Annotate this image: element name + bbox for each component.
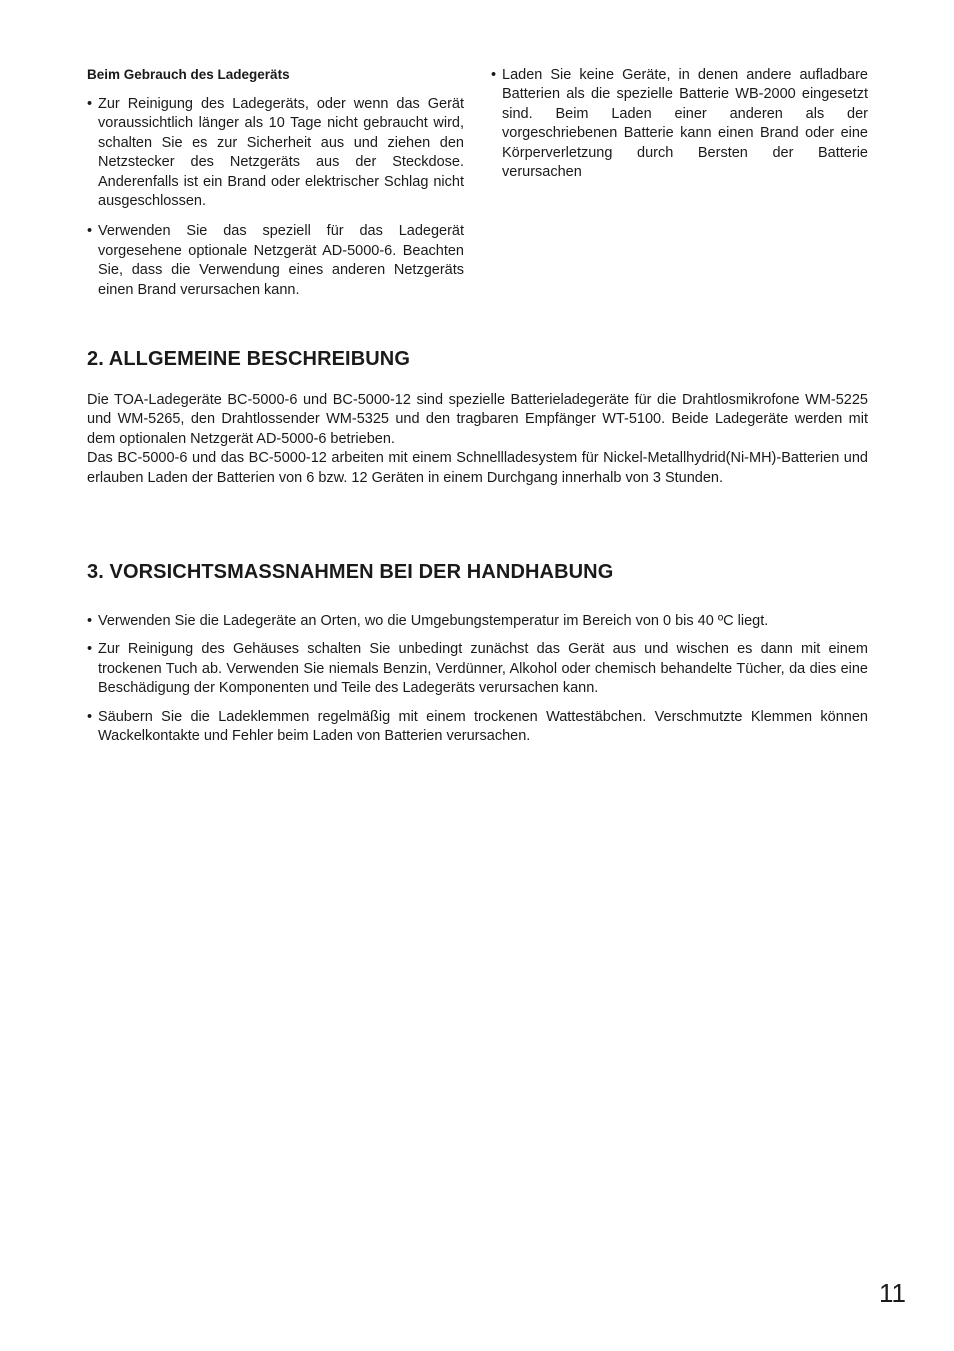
- section-heading: 3. VORSICHTSMASSNAHMEN BEI DER HANDHABUNG: [87, 561, 614, 583]
- bullet-icon: •: [87, 223, 93, 240]
- bullet-text: Verwenden Sie das speziell für das Ladegerät vorgesehene optionale Netzgerät AD-5000-6. Beachten Sie, dass die Verwendung eines anderen Netzgeräts einen Brand verursachen kann.: [98, 223, 464, 298]
- section-heading: 2. ALLGEMEINE BESCHREIBUNG: [87, 348, 411, 370]
- list-item: [87, 612, 868, 631]
- usage-bullet-list: [87, 95, 464, 300]
- paragraph: Das BC-5000-6 und das BC-5000-12 arbeiten mit einem Schnellladesystem für Nickel-Metallhydrid(Ni-MH)-Batterien und erlauben Laden der Batterien von 6 bzw. 12 Geräten in einem Durchgang innerhalb von 3 Stunden.: [87, 450, 868, 486]
- bullet-text: Zur Reinigung des Gehäuses schalten Sie unbedingt zunächst das Gerät aus und wischen es dann mit einem trockenen Tuch ab. Verwenden Sie niemals Benzin, Verdünner, Alkohol oder chemisch behandelte Tücher, da dies eine Beschädigung der Komponenten und Teile des Ladegeräts verursachen kann.: [98, 641, 868, 697]
- bullet-icon: •: [87, 641, 93, 658]
- right-column: [491, 66, 868, 193]
- list-item: [491, 66, 868, 182]
- bullet-text: Säubern Sie die Ladeklemmen regelmäßig mit einem trockenen Wattestäbchen. Verschmutzte Klemmen können Wackelkontakte und Fehler beim Laden von Batterien verursachen.: [98, 708, 868, 745]
- list-item: [87, 222, 464, 300]
- usage-subheading: Beim Gebrauch des Ladegeräts: [87, 67, 290, 82]
- bullet-icon: •: [87, 613, 93, 629]
- precautions-bullet-list: [87, 612, 868, 746]
- bullet-text: Zur Reinigung des Ladegeräts, oder wenn das Gerät voraussichtlich länger als 10 Tage nicht gebraucht wird, schalten Sie es zur Sicherheit aus und ziehen den Netzstecker des Netzgeräts aus der Steckdose. Anderenfalls ist ein Brand oder elektrischer Schlag nicht ausgeschlossen.: [98, 96, 464, 210]
- paragraph: Die TOA-Ladegeräte BC-5000-6 und BC-5000-12 sind spezielle Batterieladegeräte für die Drahtlosmikrofone WM-5225 und WM-5265, den Drahtlossender WM-5325 und den tragbaren Empfänger WT-5100. Beide Ladegeräte werden mit dem optionalen Netzgerät AD-5000-6 betrieben.: [87, 392, 868, 447]
- bullet-text: Laden Sie keine Geräte, in denen andere aufladbare Batterien als die spezielle Batterie WB-2000 eingesetzt sind. Beim Laden einer anderen als der vorgeschriebenen Batterie kann einen Brand oder eine Körperverletzung durch Bersten der Batterie verursachen: [502, 67, 868, 181]
- bullet-text: Verwenden Sie die Ladegeräte an Orten, wo die Umgebungstemperatur im Bereich von 0 bis 40 ºC liegt.: [98, 613, 769, 629]
- page-number: 11: [879, 1278, 906, 1308]
- section-general-description: [87, 345, 868, 488]
- left-column: [87, 66, 464, 311]
- battery-bullet-list: [491, 66, 868, 182]
- bullet-icon: •: [491, 67, 497, 83]
- list-item: [87, 708, 868, 747]
- bullet-icon: •: [87, 708, 93, 725]
- section-handling-precautions: [87, 558, 868, 755]
- bullet-icon: •: [87, 96, 93, 112]
- list-item: [87, 640, 868, 698]
- list-item: [87, 95, 464, 211]
